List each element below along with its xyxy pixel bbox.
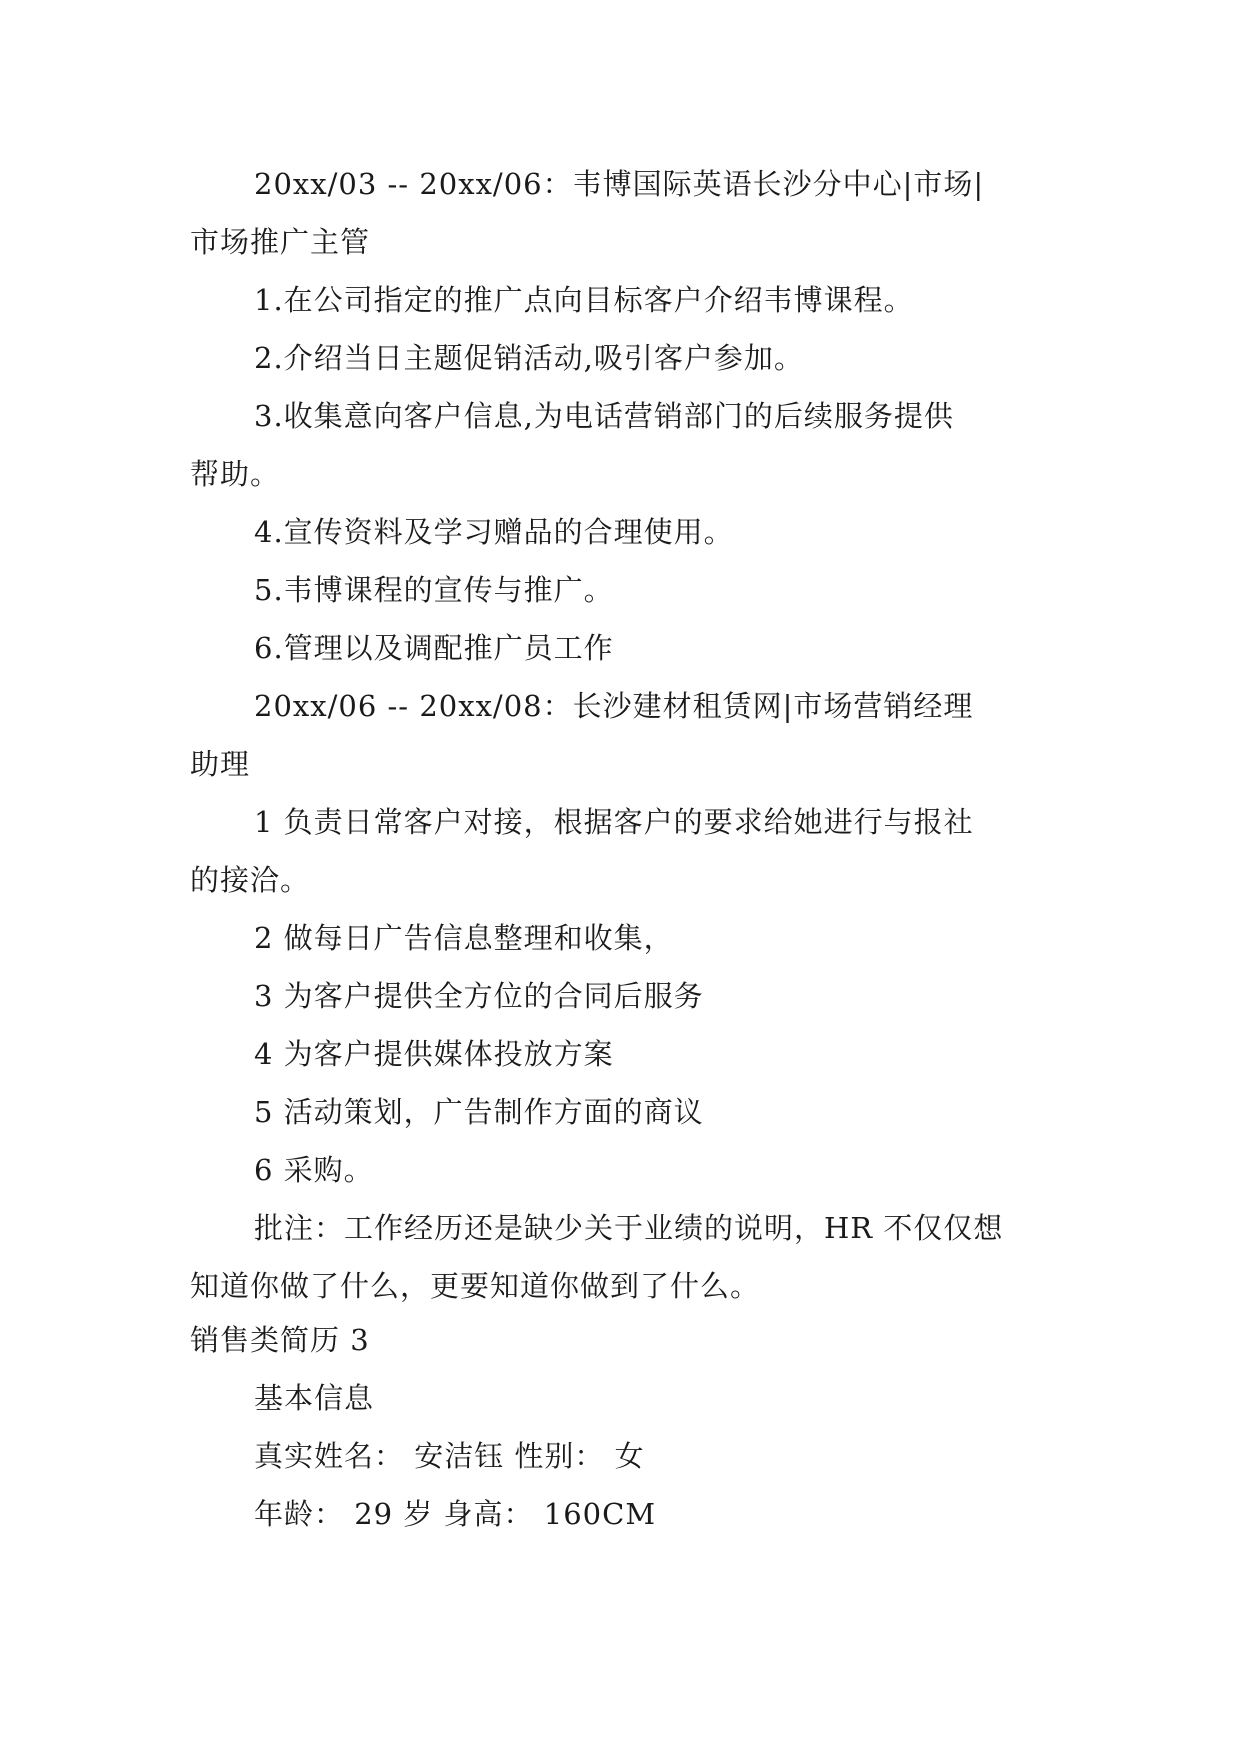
duty-item: 6.管理以及调配推广员工作 — [254, 631, 614, 665]
duty-item: 5 活动策划，广告制作方面的商议 — [254, 1095, 704, 1129]
info-name-gender: 真实姓名： 安洁钰 性别： 女 — [254, 1439, 645, 1473]
info-age-height: 年龄： 29 岁 身高： 160CM — [254, 1497, 657, 1531]
duty-item: 5.韦博课程的宣传与推广。 — [254, 573, 614, 607]
duty-item: 6 采购。 — [254, 1153, 374, 1187]
duty-item-continued: 的接洽。 — [190, 863, 311, 897]
annotation-note: 批注：工作经历还是缺少关于业绩的说明，HR 不仅仅想 — [254, 1211, 1004, 1245]
duty-item: 3.收集意向客户信息,为电话营销部门的后续服务提供 — [254, 399, 954, 433]
section-title: 销售类简历 3 — [190, 1323, 370, 1357]
duty-item-continued: 帮助。 — [190, 457, 281, 491]
work-entry-2-header: 20xx/06 -- 20xx/08：长沙建材租赁网|市场营销经理 — [254, 689, 974, 723]
duty-item: 4 为客户提供媒体投放方案 — [254, 1037, 614, 1071]
duty-item: 4.宣传资料及学习赠品的合理使用。 — [254, 515, 734, 549]
work-entry-2-title: 助理 — [190, 747, 251, 781]
duty-item: 3 为客户提供全方位的合同后服务 — [254, 979, 704, 1013]
subsection-title: 基本信息 — [254, 1381, 375, 1415]
duty-item: 1.在公司指定的推广点向目标客户介绍韦博课程。 — [254, 283, 914, 317]
duty-item: 1 负责日常客户对接，根据客户的要求给她进行与报社 — [254, 805, 974, 839]
work-entry-1-header: 20xx/03 -- 20xx/06：韦博国际英语长沙分中心|市场| — [254, 167, 985, 201]
duty-item: 2 做每日广告信息整理和收集， — [254, 921, 674, 955]
annotation-note-continued: 知道你做了什么，更要知道你做到了什么。 — [190, 1269, 761, 1303]
duty-item: 2.介绍当日主题促销活动,吸引客户参加。 — [254, 341, 804, 375]
work-entry-1-title: 市场推广主管 — [190, 225, 371, 259]
